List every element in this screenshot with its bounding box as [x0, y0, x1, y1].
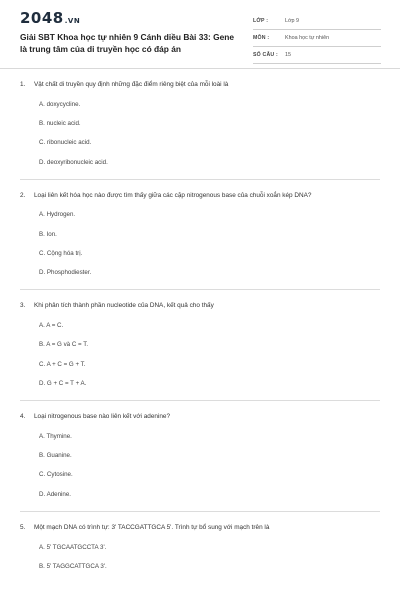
option-a[interactable]: A. A = C. — [39, 322, 64, 330]
question-number: 4. — [20, 413, 26, 421]
question-text: Loại nitrogenous base nào liên kết với adenine? — [34, 413, 171, 421]
option-a[interactable]: A. 5' TGCAATGCCTA 3'. — [39, 543, 107, 551]
question-stem — [20, 80, 380, 90]
page-title: Giải SBT Khoa học tự nhiên 9 Cánh diều Bài 33: Gene là trung tâm của di truyền học có đáp án — [20, 32, 235, 54]
question-stem — [20, 191, 380, 201]
question-4 — [20, 401, 380, 512]
question-text: Loại liên kết hóa học nào được tìm thấy giữa các cặp nitrogenous base của chuỗi xoắn kép DNA? — [34, 191, 312, 199]
question-text: Một mạch DNA có trình tự: 3' TACCGATTGCA 5'. Trình tự bổ sung với mạch trên là — [34, 523, 270, 531]
option-d[interactable]: D. Adenine. — [39, 490, 71, 498]
option-b[interactable]: B. Ion. — [39, 230, 57, 238]
meta-key: LỚP : — [253, 18, 269, 24]
question-number: 1. — [20, 81, 26, 88]
question-text: Khi phân tích thành phần nucleotide của DNA, kết quả cho thấy — [34, 302, 214, 310]
option-d[interactable]: D. deoxyribonucleic acid. — [39, 158, 108, 166]
question-text: Vật chất di truyền quy định những đặc điểm riêng biệt của mỗi loài là — [34, 81, 229, 88]
option-a[interactable]: A. Thymine. — [39, 432, 72, 440]
option-b[interactable]: B. A = G và C = T. — [39, 341, 89, 349]
option-d[interactable]: D. G + C = T + A. — [39, 380, 87, 388]
option-b[interactable]: B. nucleic acid. — [39, 120, 81, 128]
question-stem — [20, 412, 380, 422]
logo-text: 2048 — [20, 9, 64, 27]
meta-row-subject — [253, 30, 381, 47]
option-c[interactable]: C. A + C = G + T. — [39, 360, 86, 368]
question-1 — [20, 69, 380, 180]
question-5 — [20, 512, 380, 583]
question-number: 5. — [20, 523, 26, 531]
option-c[interactable]: C. Cytosine. — [39, 471, 73, 479]
question-2 — [20, 180, 380, 291]
option-a[interactable]: A. doxycycline. — [39, 100, 81, 108]
question-stem — [20, 301, 380, 311]
question-3 — [20, 290, 380, 401]
page-header — [0, 0, 400, 68]
meta-value: 15 — [285, 52, 291, 58]
option-d[interactable]: D. Phosphodiester. — [39, 269, 92, 277]
question-stem — [20, 523, 380, 533]
option-b[interactable]: B. Guanine. — [39, 452, 72, 460]
question-list — [0, 69, 400, 583]
meta-value: Lớp 9 — [285, 18, 300, 24]
option-c[interactable]: C. ribonucleic acid. — [39, 139, 92, 147]
meta-row-count — [253, 47, 381, 64]
logo-suffix: .VN — [64, 17, 81, 25]
question-number: 2. — [20, 191, 26, 199]
option-c[interactable]: C. Cộng hóa trị. — [39, 250, 83, 258]
meta-key: SỐ CÂU : — [253, 52, 278, 58]
option-a[interactable]: A. Hydrogen. — [39, 211, 76, 219]
question-number: 3. — [20, 302, 26, 310]
meta-row-grade — [253, 13, 381, 30]
option-b[interactable]: B. 5' TAGGCATTGCA 3'. — [39, 562, 107, 570]
meta-value: Khoa học tự nhiên — [285, 35, 330, 41]
meta-info — [253, 13, 381, 64]
meta-key: MÔN : — [253, 35, 270, 41]
